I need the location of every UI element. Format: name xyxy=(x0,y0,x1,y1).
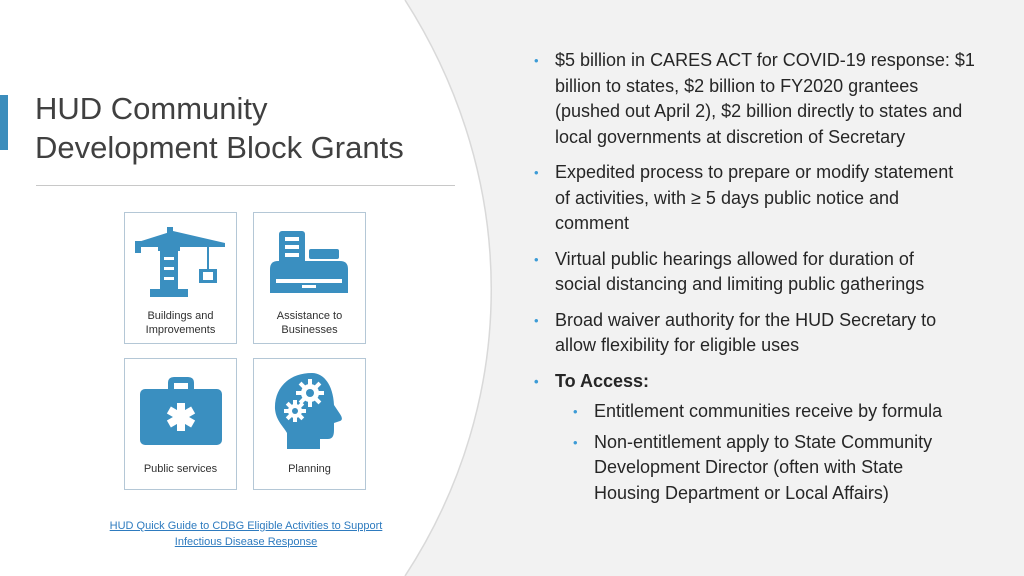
bullet-line: social distancing and limiting public gatherings xyxy=(555,274,925,294)
construction-crane-icon xyxy=(125,221,236,313)
title-accent-bar xyxy=(0,95,8,150)
bullet-line: of activities, with ≥ 5 days public notice and xyxy=(555,187,900,208)
tile-public-services xyxy=(124,358,237,490)
bullet-item xyxy=(534,48,1014,150)
bullet-list xyxy=(534,48,1014,511)
bullet-line: local governments at discretion of Secretary xyxy=(555,126,906,147)
head-gears-icon xyxy=(254,367,365,459)
tile-label-line: Public services xyxy=(143,463,218,475)
link-line[interactable]: HUD Quick Guide to CDBG Eligible Activities to Support xyxy=(109,520,383,532)
sub-bullet-item xyxy=(573,430,1014,507)
bullet-dot-icon: • xyxy=(534,165,539,180)
tile-label-line: Assistance to xyxy=(276,310,343,322)
title-line-1: HUD Community xyxy=(35,91,268,126)
bullet-item xyxy=(534,308,1014,359)
bullet-line: Housing Department or Local Affairs) xyxy=(594,482,889,503)
bullet-line: Non-entitlement apply to State Community xyxy=(594,431,933,452)
title-divider xyxy=(36,185,455,186)
bullet-item xyxy=(534,247,1014,298)
bullet-line: Expedited process to prepare or modify statement xyxy=(555,162,954,182)
bullet-line: comment xyxy=(555,213,630,233)
medical-kit-icon xyxy=(125,367,236,459)
page-title xyxy=(35,89,455,167)
bullet-dot-icon: • xyxy=(534,53,539,68)
bullet-item xyxy=(534,369,1014,395)
bullet-dot-icon: • xyxy=(534,373,539,389)
bullet-dot-icon: • xyxy=(573,404,578,419)
bullet-line: Virtual public hearings allowed for duration of xyxy=(555,248,914,269)
sub-bullet-item xyxy=(573,399,1014,425)
tile-label-line: Buildings and xyxy=(147,310,214,322)
bullet-line: billion to states, $2 billion to FY2020 grantees xyxy=(555,75,919,96)
hud-quick-guide-link[interactable] xyxy=(96,518,396,550)
bullet-line: To Access: xyxy=(555,370,650,391)
tile-assistance-to-businesses xyxy=(253,212,366,344)
link-line[interactable]: Infectious Disease Response xyxy=(174,536,318,548)
bullet-line: Development Director (often with State xyxy=(594,457,904,477)
tile-label-line: Planning xyxy=(288,463,331,475)
bullet-dot-icon: • xyxy=(573,434,578,450)
tile-label-line: Improvements xyxy=(145,324,216,336)
tile-buildings-and-improvements xyxy=(124,212,237,344)
bullet-item xyxy=(534,160,1014,237)
tile-planning xyxy=(253,358,366,490)
tile-label-line: Businesses xyxy=(281,324,338,336)
bullet-line: allow flexibility for eligible uses xyxy=(555,335,800,355)
bullet-dot-icon: • xyxy=(534,251,539,267)
title-line-2: Development Block Grants xyxy=(35,130,404,165)
cash-register-icon xyxy=(254,221,365,313)
bullet-line: Entitlement communities receive by formula xyxy=(594,401,943,421)
bullet-line: (pushed out April 2), $2 billion directly to states and xyxy=(555,101,963,121)
bullet-dot-icon: • xyxy=(534,312,539,328)
bullet-line: Broad waiver authority for the HUD Secretary to xyxy=(555,309,937,330)
bullet-line: $5 billion in CARES ACT for COVID-19 response: $1 xyxy=(555,50,975,70)
